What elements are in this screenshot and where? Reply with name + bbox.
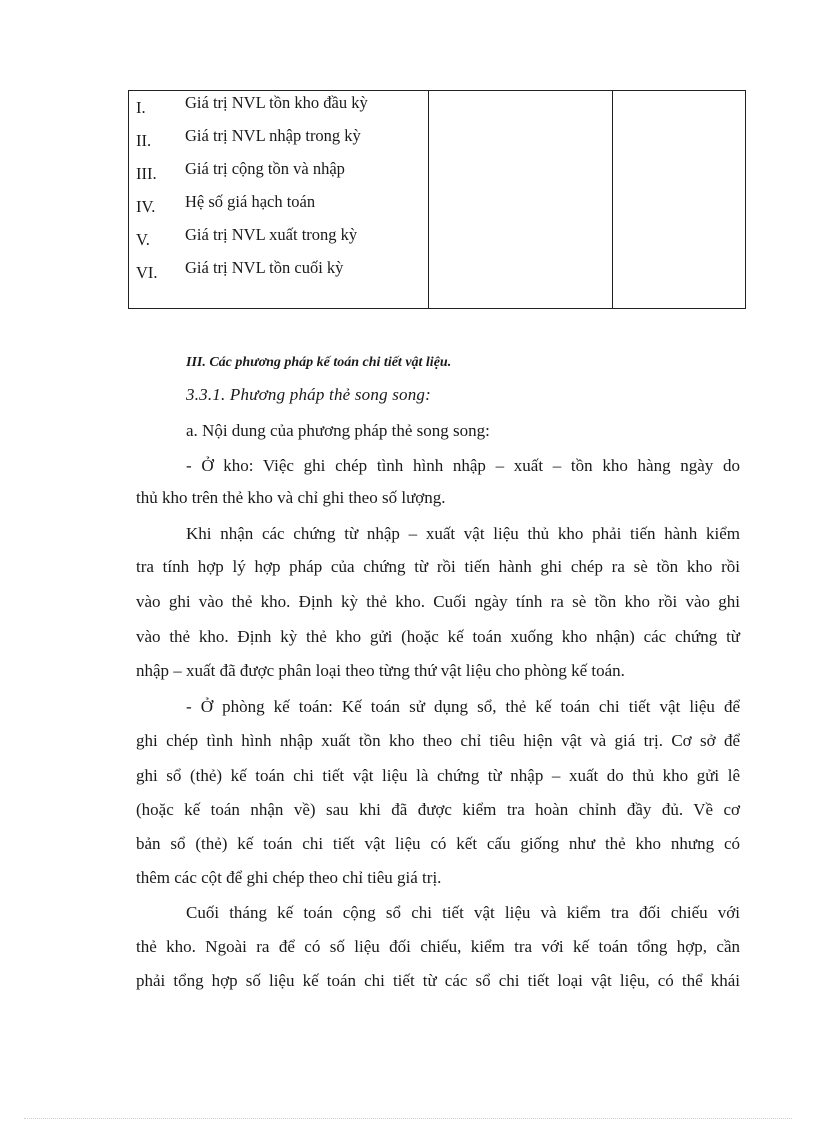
row-label: Giá trị cộng tồn và nhập (185, 159, 345, 178)
table-column-divider (612, 91, 613, 308)
subsection-heading: 3.3.1. Phương pháp thẻ song song: (186, 385, 431, 404)
paragraph-line: thẻ kho. Ngoài ra để có số liệu đối chiếu, kiểm tra với kế toán tổng hợp, cần (136, 937, 740, 956)
row-label: Giá trị NVL xuất trong kỳ (185, 225, 358, 244)
paragraph-line: bản sổ (thẻ) kế toán chi tiết vật liệu có kết cấu giống như thẻ kho nhưng có (136, 834, 740, 853)
table-row (129, 91, 428, 123)
table-row (129, 223, 428, 255)
row-number: II. (136, 131, 152, 150)
paragraph-line: ghi sổ (thẻ) kế toán chi tiết vật liệu là chứng từ nhập – xuất do thủ kho gửi lê (136, 766, 740, 785)
table-row (129, 256, 428, 288)
table-column-divider (428, 91, 429, 308)
row-label: Giá trị NVL tồn kho đầu kỳ (185, 93, 368, 112)
paragraph-line: vào ghi vào thẻ kho. Định kỳ thẻ kho. Cuối ngày tính ra sè tồn kho rồi vào ghi (136, 592, 740, 611)
paragraph-line: thêm các cột để ghi chép theo chỉ tiêu giá trị. (136, 868, 442, 887)
section-heading: III. Các phương pháp kế toán chi tiết vật liệu. (186, 355, 452, 370)
paragraph-line: Khi nhận các chứng từ nhập – xuất vật liệu thủ kho phải tiến hành kiểm (186, 524, 740, 543)
paragraph-line: nhập – xuất đã được phân loại theo từng thứ vật liệu cho phòng kế toán. (136, 661, 625, 680)
paragraph-line: Cuối tháng kế toán cộng sổ chi tiết vật liệu và kiểm tra đối chiếu với (186, 903, 740, 922)
row-number: IV. (136, 197, 156, 216)
row-label: Giá trị NVL nhập trong kỳ (185, 126, 361, 145)
row-label: Giá trị NVL tồn cuối kỳ (185, 258, 344, 277)
table-row (129, 190, 428, 222)
row-label: Hệ số giá hạch toán (185, 192, 316, 211)
row-number: III. (136, 164, 157, 183)
paragraph-line: vào thẻ kho. Định kỳ thẻ kho gửi (hoặc kế toán xuống kho nhận) các chứng từ (136, 627, 740, 646)
row-number: VI. (136, 263, 158, 282)
row-number: V. (136, 230, 150, 249)
paragraph-line: - Ở phòng kế toán: Kế toán sử dụng sổ, thẻ kế toán chi tiết vật liệu để (186, 697, 740, 716)
table-row (129, 157, 428, 189)
page-bottom-rule (24, 1118, 792, 1119)
paragraph-line: tra tính hợp lý hợp pháp của chứng từ rồi tiến hành ghi chép ra sè tồn kho rồi (136, 557, 740, 576)
table-row (129, 124, 428, 156)
paragraph-line: - Ở kho: Việc ghi chép tình hình nhập – xuất – tồn kho hàng ngày do (186, 456, 740, 475)
paragraph-line: (hoặc kế toán nhận về) sau khi đã được kiểm tra hoàn chỉnh đầy đủ. Về cơ (136, 800, 740, 819)
row-number: I. (136, 98, 146, 117)
paragraph-line: thủ kho trên thẻ kho và chỉ ghi theo số lượng. (136, 488, 446, 507)
paragraph-line: ghi chép tình hình nhập xuất tồn kho theo chỉ tiêu hiện vật và giá trị. Cơ sở để (136, 731, 740, 750)
summary-table (128, 90, 746, 309)
paragraph-line: phải tổng hợp số liệu kế toán chi tiết từ các sổ chi tiết loại vật liệu, có thể khái (136, 971, 740, 990)
paragraph-line: a. Nội dung của phương pháp thẻ song song: (186, 421, 490, 440)
